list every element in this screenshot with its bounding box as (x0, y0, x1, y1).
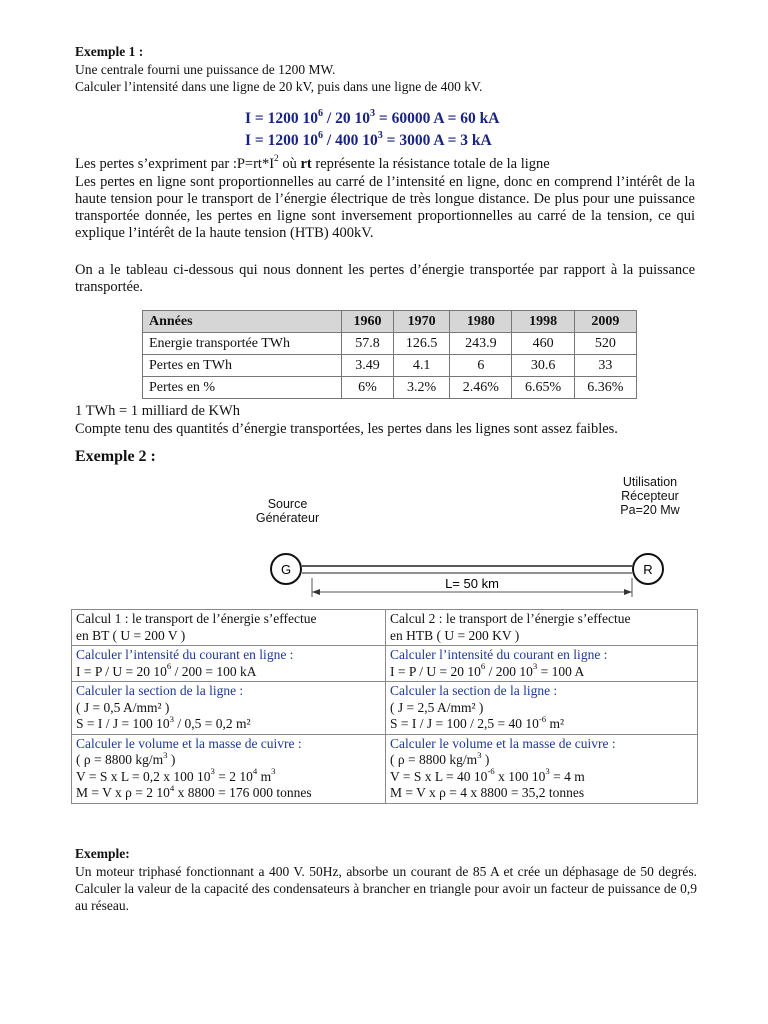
header-cell: 2009 (574, 311, 636, 333)
table-cell: 3.2% (393, 377, 449, 399)
table-cell: Energie transportée TWh (143, 333, 342, 355)
table-cell: 460 (512, 333, 574, 355)
table-row (72, 610, 698, 646)
receiver-letter: R (643, 562, 653, 577)
calc2-intro: Calcul 2 : le transport de l’énergie s’effectue en HTB ( U = 200 KV ) (386, 610, 698, 646)
table-cell: 520 (574, 333, 636, 355)
dimension-arrow-left (312, 589, 320, 595)
table-cell: 33 (574, 355, 636, 377)
table-cell: 6 (450, 355, 512, 377)
calc2-intensity: Calculer l’intensité du courant en ligne : I = P / U = 20 $10^6 / 200$ $10^3 = 100$ A (386, 646, 698, 682)
example2-title: Exemple 2 : (75, 448, 156, 465)
receiver-label: Utilisation Récepteur Pa=20 Mw (620, 475, 680, 517)
header-cell: Années (143, 311, 342, 333)
table-cell: 6.36% (574, 377, 636, 399)
calc2-section: Calculer la section de la ligne : ( J = 2,5 A/mm² ) S = I / J = 100 / 2,5 = 40 $10^{-6}$ m² (386, 682, 698, 735)
calc-table (71, 609, 698, 804)
example3-text: Un moteur triphasé fonctionnant a 400 V. 50Hz, absorbe un courant de 85 A et crée un déphasage de 50 degrés. Calculer la valeur de la capacité des condensateurs à brancher en triangle pour avoir un facteur de puissance de 0,9 au réseau. (75, 864, 697, 913)
header-cell: 1980 (450, 311, 512, 333)
table-cell: Pertes en % (143, 377, 342, 399)
table-cell: 6.65% (512, 377, 574, 399)
losses-formula-line: Les pertes s’expriment par $:P=rt*I^2$ où rt représente la résistance totale de la ligne (75, 154, 550, 172)
header-cell: 1960 (342, 311, 394, 333)
formula-400kv: I = 1200 $10^6 / 400$ $10^3 = 3000$ A = 3 kA (245, 129, 492, 149)
table-cell: Pertes en TWh (143, 355, 342, 377)
table-cell: 3.49 (342, 355, 394, 377)
header-cell: 1970 (393, 311, 449, 333)
calc1-intro: Calcul 1 : le transport de l’énergie s’effectue en BT ( U = 200 V ) (72, 610, 386, 646)
calc1-volume-mass: Calculer le volume et la masse de cuivre : ( ρ = 8800 $kg/m^3$ ) V = S x L = 0,2 x 100 $10^3 = 2$ $10^4$ $m^3$ M = V x ρ = 2 $10^4$ x 8800 = 176 000 tonnes (72, 734, 386, 803)
dimension-arrow-right (624, 589, 632, 595)
calc2-volume-mass: Calculer le volume et la masse de cuivre : ( ρ = 8800 $kg/m^3$ ) V = S x L = 40 $10^{-6}$ x 100 $10^3 = 4$ m M = V x ρ = 4 x 8800 = 35,2 tonnes (386, 734, 698, 803)
table-row (72, 682, 698, 735)
note-twh: 1 TWh = 1 milliard de KWh (75, 403, 240, 419)
example1-statement-line1: Une centrale fourni une puissance de 1200 MW. (75, 62, 336, 77)
table-cell: 57.8 (342, 333, 394, 355)
source-label: Source Générateur (255, 497, 320, 525)
table-intro: On a le tableau ci-dessous qui nous donnent les pertes d’énergie transportée par rapport à la puissance transportée. (75, 262, 695, 295)
table-cell: 6% (342, 377, 394, 399)
example1-title: Exemple 1 : (75, 44, 144, 59)
calc1-intensity: Calculer l’intensité du courant en ligne : I = P / U = 20 $10^6 / 200 = 100$ kA (72, 646, 386, 682)
note-losses: Compte tenu des quantités d’énergie transportées, les pertes dans les lignes sont assez faibles. (75, 421, 618, 437)
table-cell: 4.1 (393, 355, 449, 377)
table-cell: 243.9 (450, 333, 512, 355)
header-cell: 1998 (512, 311, 574, 333)
table-cell: 2.46% (450, 377, 512, 399)
losses-paragraph: Les pertes en ligne sont proportionnelles au carré de l’intensité en ligne, donc en comprend l’intérêt de la haute tension pour le transport de l’énergie électrique de très longue distance. De plus pour une puissance transportée donnée, les pertes en ligne sont inversement proportionnelles au carré de la tension, ce qui explique l’intérêt de la haute tension (HTB) 400kV. (75, 174, 695, 241)
formula-20kv: I = 1200 $10^6 / 20$ $10^3 = 60000$ A = 60 kA (245, 107, 500, 127)
table-cell: 126.5 (393, 333, 449, 355)
calc1-section: Calculer la section de la ligne : ( J = 0,5 A/mm² ) S = I / J = 100 $10^3 / 0,5 = 0,2$ m² (72, 682, 386, 735)
example1-statement-line2: Calculer l’intensité dans une ligne de 20 kV, puis dans une ligne de 400 kV. (75, 79, 483, 94)
table-row (72, 734, 698, 803)
table-cell: 30.6 (512, 355, 574, 377)
example3-title: Exemple: (75, 846, 130, 861)
generator-letter: G (280, 562, 292, 577)
line-length-label: L= 50 km (445, 576, 499, 591)
table-row (72, 646, 698, 682)
